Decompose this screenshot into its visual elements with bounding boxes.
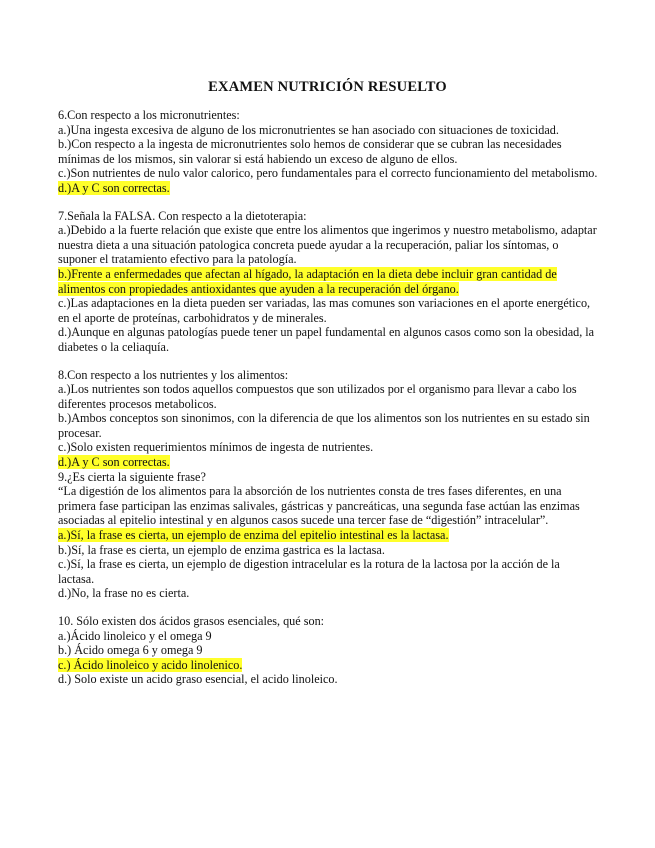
page-title: EXAMEN NUTRICIÓN RESUELTO — [208, 79, 447, 95]
question-10 — [58, 614, 598, 687]
question-stem: 6.Con respecto a los micronutrientes: — [58, 108, 240, 122]
option-d: d.) Solo existe un acido graso esencial, el acido linoleico. — [58, 672, 338, 687]
option-a-correct: a.)Sí, la frase es cierta, un ejemplo de enzima del epitelio intestinal es la lactasa. — [58, 528, 449, 543]
option-b: b.)Con respecto a la ingesta de micronutrientes solo hemos de considerar que se cubran las necesidades mínimas de los mismos, sin valorar si está habiendo un exceso de alguno de ellos. — [58, 137, 562, 166]
option-a: a.)Los nutrientes son todos aquellos compuestos que son utilizados por el organismo para llevar a cabo los diferentes procesos metabolicos. — [58, 382, 577, 411]
option-a: a.)Una ingesta excesiva de alguno de los micronutrientes se han asociado con situaciones de toxicidad. — [58, 122, 559, 137]
option-a: a.)Ácido linoleico y el omega 9 — [58, 628, 212, 643]
question-7 — [58, 209, 598, 355]
option-b: b.)Ambos conceptos son sinonimos, con la diferencia de que los alimentos son los nutrientes en su estado sin procesar. — [58, 411, 590, 440]
question-stem: 7.Señala la FALSA. Con respecto a la dietoterapia: — [58, 208, 307, 223]
option-b: b.) Ácido omega 6 y omega 9 — [58, 643, 203, 658]
option-c: c.)Son nutrientes de nulo valor calorico, pero fundamentales para el correcto funcionamiento del metabolismo. — [58, 166, 598, 181]
question-9 — [58, 470, 598, 601]
question-stem: 9.¿Es cierta la siguiente frase? — [58, 469, 206, 484]
option-b: b.)Sí, la frase es cierta, un ejemplo de enzima gastrica es la lactasa. — [58, 542, 385, 557]
option-d-correct: d.)A y C son correctas. — [58, 180, 170, 195]
option-d-correct: d.)A y C son correctas. — [58, 455, 170, 470]
question-stem: 8.Con respecto a los nutrientes y los alimentos: — [58, 367, 289, 382]
option-d: d.)Aunque en algunas patologías puede tener un papel fundamental en algunos casos como son la obesidad, la diabetes o la celiaquía. — [58, 325, 595, 354]
option-a: a.)Debido a la fuerte relación que existe que entre los alimentos que ingerimos y nuestro metabolismo, adaptar nuestra dieta a una situación patologica concreta puede ayudar a la recuperación, paliar los síntomas, o suponer el tratamiento efectivo para la patología. — [58, 223, 597, 267]
option-c: c.)Solo existen requerimientos mínimos de ingesta de nutrientes. — [58, 440, 374, 455]
option-c: c.)Sí, la frase es cierta, un ejemplo de digestion intracelular es la rotura de la lactosa por la acción de la lactasa. — [58, 557, 560, 586]
question-8 — [58, 368, 598, 470]
option-c-correct: c.) Ácido linoleico y acido linolenico. — [58, 657, 243, 672]
question-stem: 10. Sólo existen dos ácidos grasos esenciales, qué son: — [58, 614, 325, 628]
question-6 — [58, 108, 598, 196]
option-d: d.)No, la frase no es cierta. — [58, 586, 190, 601]
question-quote: “La digestión de los alimentos para la absorción de los nutrientes consta de tres fases diferentes, en una primera fase participan las enzimas salivales, gástricas y pancreáticas, una segunda fase actúan las enzimas asociadas al epitelio intestinal y en algunos casos sucede una tercer fase de “digestión” intracelular”. — [58, 484, 580, 528]
option-b-correct: b.)Frente a enfermedades que afectan al hígado, la adaptación en la dieta debe incluir gran cantidad de alimentos con propiedades antioxidantes que ayuden a la recuperación del órgano. — [58, 266, 557, 296]
option-c: c.)Las adaptaciones en la dieta pueden ser variadas, las mas comunes son variaciones en el aporte energético, en el aporte de proteínas, carbohidratos y de minerales. — [58, 296, 591, 325]
questions-list — [58, 108, 598, 687]
